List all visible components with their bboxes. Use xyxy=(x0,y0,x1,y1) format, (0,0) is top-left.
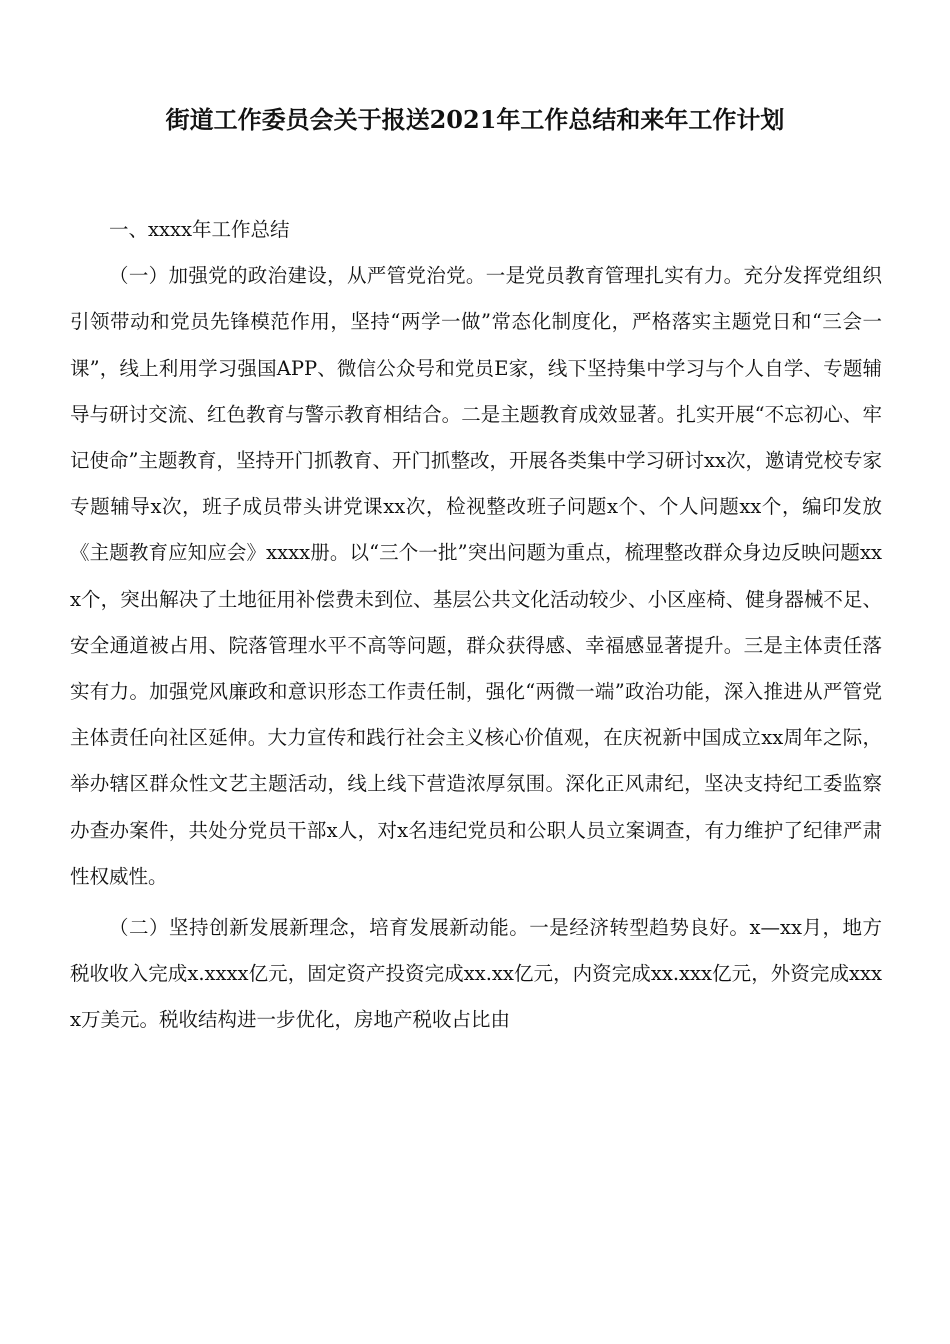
document-body xyxy=(70,207,882,1044)
document-title: 街道工作委员会关于报送2021年工作总结和来年工作计划 xyxy=(165,105,785,134)
paragraph-innovation-development: （二）坚持创新发展新理念，培育发展新动能。一是经济转型趋势良好。x—xx月，地方税收收入完成x.xxxx亿元，固定资产投资完成xx.xx亿元，内资完成xx.xxx亿元，外资完成xxxx万美元。税收结构进一步优化，房地产税收占比由 xyxy=(70,916,882,1032)
paragraph-party-building: （一）加强党的政治建设，从严管党治党。一是党员教育管理扎实有力。充分发挥党组织引领带动和党员先锋模范作用，坚持“两学一做”常态化制度化，严格落实主题党日和“三会一课”，线上利用学习强国APP、微信公众号和党员E家，线下坚持集中学习与个人自学、专题辅导与研讨交流、红色教育与警示教育相结合。二是主题教育成效显著。扎实开展“不忘初心、牢记使命”主题教育，坚持开门抓教育、开门抓整改，开展各类集中学习研讨xx次，邀请党校专家专题辅导x次，班子成员带头讲党课xx次，检视整改班子问题x个、个人问题xx个，编印发放《主题教育应知应会》xxxx册。以“三个一批”突出问题为重点，梳理整改群众身边反映问题xxx个，突出解决了土地征用补偿费未到位、基层公共文化活动较少、小区座椅、健身器械不足、安全通道被占用、院落管理水平不高等问题，群众获得感、幸福感显著提升。三是主体责任落实有力。加强党风廉政和意识形态工作责任制，强化“两微一端”政治功能，深入推进从严管党主体责任向社区延伸。大力宣传和践行社会主义核心价值观，在庆祝新中国成立xx周年之际，举办辖区群众性文艺主题活动，线上线下营造浓厚氛围。深化正风肃纪，坚决支持纪工委监察办查办案件，共处分党员干部x人，对x名违纪党员和公职人员立案调查，有力维护了纪律严肃性权威性。 xyxy=(70,264,882,888)
section-heading: 一、xxxx年工作总结 xyxy=(109,218,290,241)
